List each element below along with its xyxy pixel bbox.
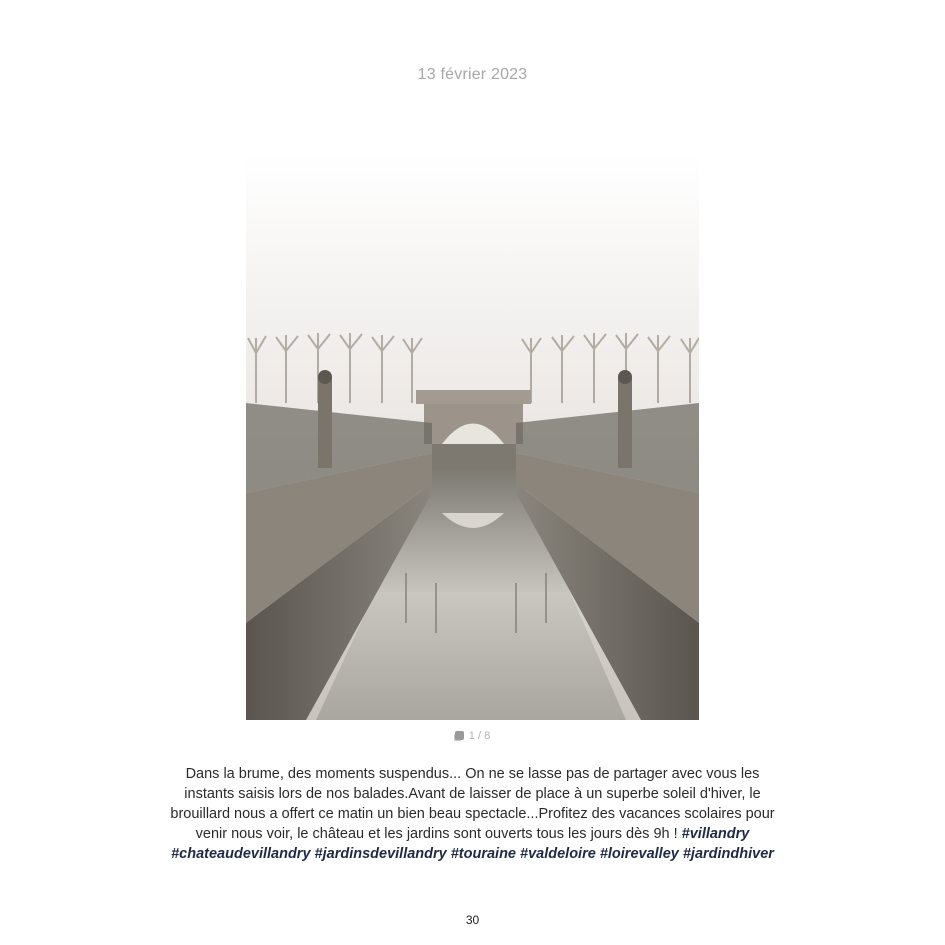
caption-hashtags: #villandry #chateaudevillandry #jardinsdevillandry #touraine #valdeloire #loirevalley #jardindhiver [171, 826, 774, 862]
canal-photo-illustration [246, 153, 699, 720]
post-date: 13 février 2023 [417, 66, 528, 83]
post-photo [246, 153, 699, 720]
caption-text: Dans la brume, des moments suspendus... On ne se lasse pas de partager avec vous les instants saisis lors de nos balades.Avant de laisser de place à un superbe soleil d'hiver, le brouillard nous a offert ce matin un bien beau spectacle...Profitez des vacances scolaires pour venir nous voir, le château et les jardins sont ouverts tous les jours dès 9h ! [170, 766, 775, 842]
post-caption [160, 764, 785, 864]
page-number: 30 [465, 913, 480, 927]
multiple-images-icon [455, 731, 464, 740]
image-counter [0, 730, 945, 742]
image-counter-text: 1 / 8 [468, 730, 491, 742]
